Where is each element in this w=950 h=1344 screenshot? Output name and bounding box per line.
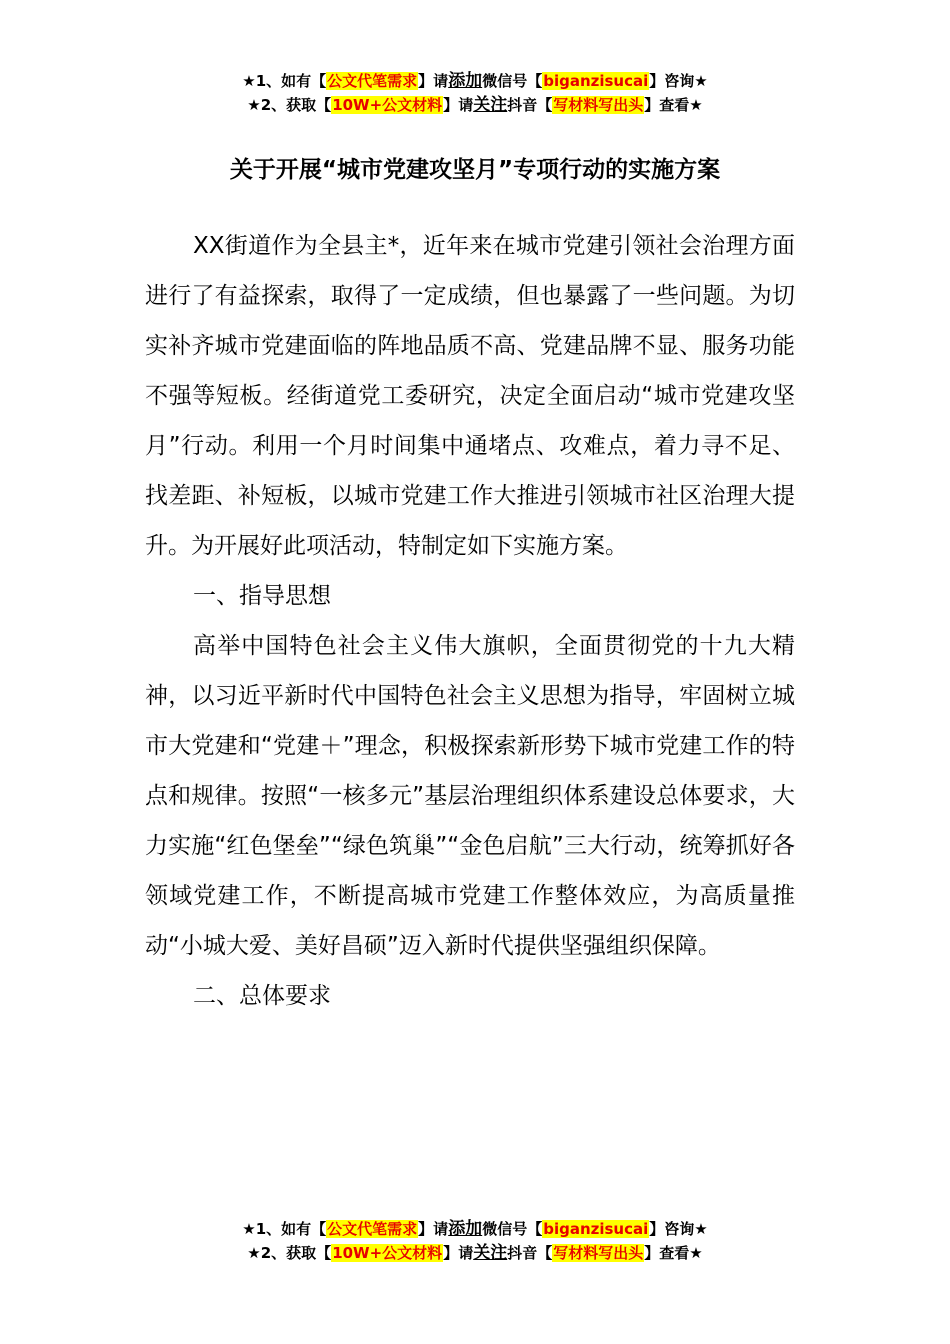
document-body: [145, 221, 795, 1021]
promo-line-2: ★2、获取【10W+公文材料】请关注抖音【写材料写出头】查看★: [247, 95, 703, 115]
promo-highlight-service: 公文代笔需求: [327, 72, 418, 90]
promo-highlight-service: 公文代笔需求: [327, 1220, 418, 1238]
promo-highlight-wechat-id: biganzisucai: [543, 72, 649, 90]
document-title: 关于开展“城市党建攻坚月”专项行动的实施方案: [229, 157, 721, 183]
promo-line-1: ★1、如有【公文代笔需求】请添加微信号【biganzisucai】咨询★: [242, 71, 708, 91]
promo-highlight-materials: 10W+公文材料: [332, 1244, 443, 1262]
section-heading-general-requirements: 二、总体要求: [193, 983, 331, 1009]
promo-highlight-wechat-id: biganzisucai: [543, 1220, 649, 1238]
paragraph-intro: XX街道作为全县主*，近年来在城市党建引领社会治理方面进行了有益探索，取得了一定成绩，但也暴露了一些问题。为切实补齐城市党建面临的阵地品质不高、党建品牌不显、服务功能不强等短板。经街道党工委研究，决定全面启动“城市党建攻坚月”行动。利用一个月时间集中通堵点、攻难点，着力寻不足、找差距、补短板，以城市党建工作大推进引领城市社区治理大提升。为开展好此项活动，特制定如下实施方案。: [145, 233, 795, 559]
section-heading-guiding-thought: 一、指导思想: [193, 583, 331, 609]
footer-promo-banner: [0, 1217, 950, 1265]
promo-highlight-douyin-id: 写材料写出头: [553, 96, 644, 114]
promo-highlight-douyin-id: 写材料写出头: [553, 1244, 644, 1262]
promo-line-2: ★2、获取【10W+公文材料】请关注抖音【写材料写出头】查看★: [247, 1243, 703, 1263]
paragraph-guiding-thought: 高举中国特色社会主义伟大旗帜，全面贯彻党的十九大精神，以习近平新时代中国特色社会主义思想为指导，牢固树立城市大党建和“党建＋”理念，积极探索新形势下城市党建工作的特点和规律。按照“一核多元”基层治理组织体系建设总体要求，大力实施“红色堡垒”“绿色筑巢”“金色启航”三大行动，统筹抓好各领域党建工作，不断提高城市党建工作整体效应，为高质量推动“小城大爱、美好昌硕”迈入新时代提供坚强组织保障。: [145, 633, 795, 959]
promo-line-1: ★1、如有【公文代笔需求】请添加微信号【biganzisucai】咨询★: [242, 1219, 708, 1239]
header-promo-banner: [0, 69, 950, 117]
promo-highlight-materials: 10W+公文材料: [332, 96, 443, 114]
